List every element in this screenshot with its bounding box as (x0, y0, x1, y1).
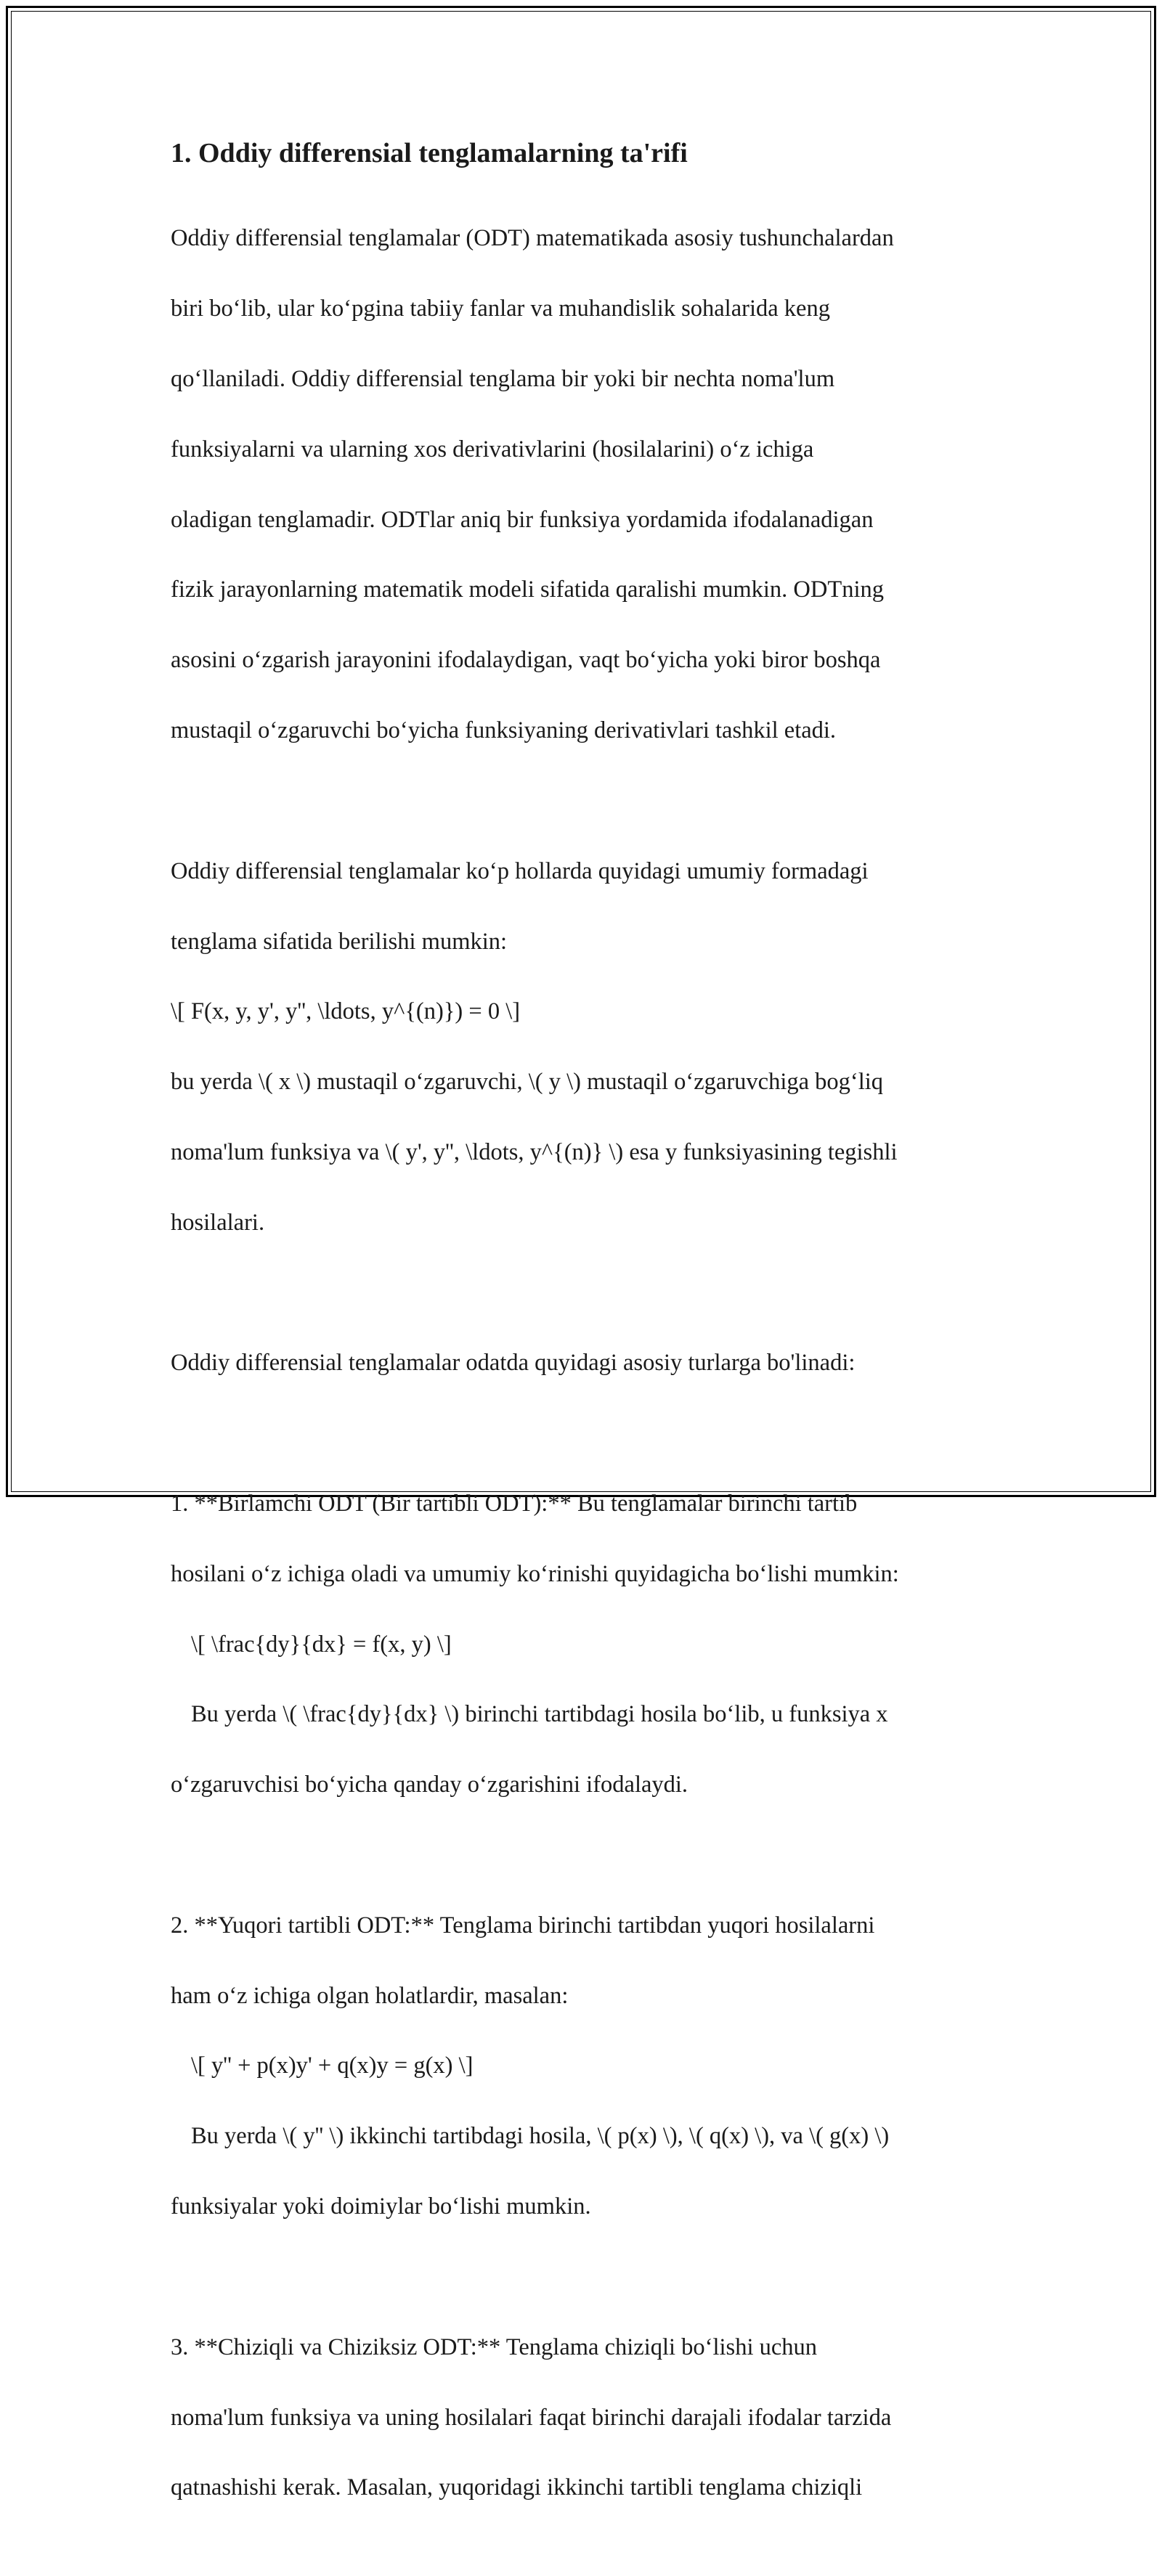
text-line: asosini o‘zgarish jarayonini ifodalaydigan, vaqt bo‘yicha yoki biror boshqa (171, 647, 881, 674)
text-line: qo‘llaniladi. Oddiy differensial tenglama bir yoki bir nechta noma'lum (171, 366, 835, 393)
text-line: 3. **Chiziqli va Chiziksiz ODT:** Tenglama chiziqli bo‘lishi uchun (171, 2334, 818, 2360)
text-line: oladigan tenglamadir. ODTlar aniq bir funksiya yordamida ifodalanadigan (171, 506, 874, 533)
paragraph-types-intro (171, 1311, 1002, 1416)
formula-line: \[ y'' + p(x)y' + q(x)y = g(x) \] (191, 2053, 474, 2079)
list-item-higher-order (171, 1872, 1002, 2259)
paragraph-definition (171, 186, 1002, 783)
section-title: 1. Oddiy differensial tenglamalarning ta'rifi (171, 138, 688, 168)
text-line: hosilalari. (171, 1209, 265, 1236)
text-line: 1. **Birlamchi ODT (Bir tartibli ODT):** Bu tenglamalar birinchi tartib (171, 1490, 858, 1517)
paragraph-general-form (171, 818, 1002, 1275)
text-line: funksiyalar yoki doimiylar bo‘lishi mumkin. (171, 2193, 591, 2220)
text-line: Oddiy differensial tenglamalar (ODT) matematikada asosiy tushunchalardan (171, 225, 894, 252)
text-line: tenglama sifatida berilishi mumkin: (171, 928, 508, 955)
text-line: Oddiy differensial tenglamalar odatda quyidagi asosiy turlarga bo'linadi: (171, 1350, 856, 1377)
text-line: 2. **Yuqori tartibli ODT:** Tenglama birinchi tartibdan yuqori hosilalarni (171, 1912, 875, 1939)
list-item-linear (171, 2294, 1002, 2540)
text-line: funksiyalarni va ularning xos derivativlarini (hosilalarini) o‘z ichiga (171, 436, 814, 462)
text-line: fizik jarayonlarning matematik modeli sifatida qaralishi mumkin. ODTning (171, 576, 884, 603)
text-line: noma'lum funksiya va uning hosilalari faqat birinchi darajali ifodalar tarzida (171, 2404, 892, 2431)
text-line: mustaqil o‘zgaruvchi bo‘yicha funksiyaning derivativlari tashkil etadi. (171, 717, 837, 744)
formula-line: \[ \frac{dy}{dx} = f(x, y) \] (191, 1631, 452, 1658)
text-line: noma'lum funksiya va \( y', y'', \ldots, y^{(n)} \) esa y funksiyasining tegishli (171, 1138, 898, 1165)
text-line: Oddiy differensial tenglamalar ko‘p hollarda quyidagi umumiy formadagi (171, 857, 869, 884)
text-line: qatnashishi kerak. Masalan, yuqoridagi ikkinchi tartibli tenglama chiziqli (171, 2474, 863, 2501)
text-line: Bu yerda \( y'' \) ikkinchi tartibdagi hosila, \( p(x) \), \( q(x) \), va \( g(x) \) (191, 2123, 890, 2150)
document-content (171, 135, 1002, 2576)
text-line: Bu yerda \( \frac{dy}{dx} \) birinchi tartibdagi hosila bo‘lib, u funksiya x (191, 1701, 888, 1728)
text-line: o‘zgaruvchisi bo‘yicha qanday o‘zgarishini ifodalaydi. (171, 1772, 688, 1798)
text-line: ham o‘z ichiga olgan holatlardir, masalan: (171, 1982, 569, 2009)
list-item-first-order (171, 1451, 1002, 1838)
text-line: biri bo‘lib, ular ko‘pgina tabiiy fanlar va muhandislik sohalarida keng (171, 295, 830, 322)
text-line: hosilani o‘z ichiga oladi va umumiy ko‘rinishi quyidagicha bo‘lishi mumkin: (171, 1560, 899, 1587)
text-line: bu yerda \( x \) mustaqil o‘zgaruvchi, \( y \) mustaqil o‘zgaruvchiga bog‘liq (171, 1069, 884, 1096)
formula-line: \[ F(x, y, y', y'', \ldots, y^{(n)}) = 0 \] (171, 998, 521, 1025)
